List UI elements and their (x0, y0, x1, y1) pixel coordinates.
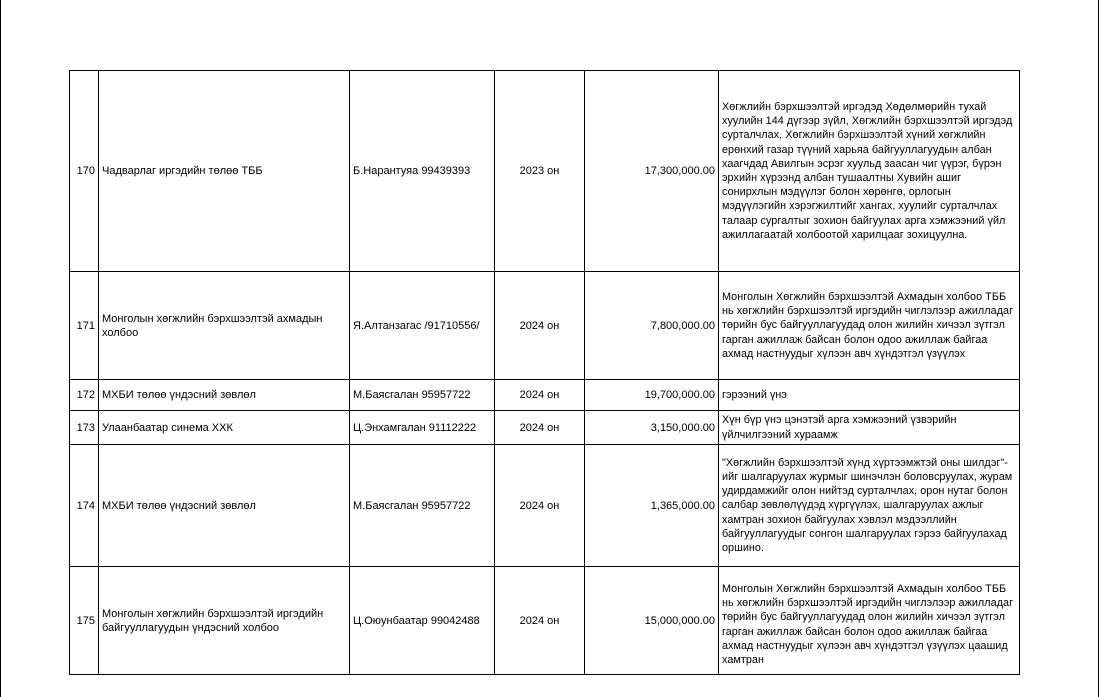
page-border-right (1098, 0, 1099, 697)
contact-person: Я.Алтанзагас /91710556/ (350, 272, 495, 380)
year: 2024 он (495, 567, 585, 675)
amount: 7,800,000.00 (585, 272, 719, 380)
year: 2024 он (495, 445, 585, 567)
year: 2024 он (495, 380, 585, 411)
organization-name: Чадварлаг иргэдийн төлөө ТББ (99, 71, 350, 272)
contact-person: Ц.Оюунбаатар 99042488 (350, 567, 495, 675)
organization-name: Улаанбаатар синема ХХК (99, 411, 350, 445)
amount: 15,000,000.00 (585, 567, 719, 675)
year: 2024 он (495, 272, 585, 380)
description: Хөгжлийн бэрхшээлтэй иргэдэд Хөдөлмөрийн тухай хуулийн 144 дүгээр зүйл, Хөгжлийн бэрхшээлтэй иргэдэд сурталчлах, Хөгжлийн бэрхшээлтэй хүний хөгжлийн ерөнхий газар түүний харьяа байгууллагуудын албан хаагчдад Авилгын эсрэг хуульд заасан чиг үүрэг, бүрэн эрхийн хүрээнд албан тушаалтны Хувийн ашиг сонирхлын мэдүүлэг болон хөрөнгө, орлогын мэдүүлэгийн хэрэгжилтийг хангах, хуулийг сурталчлах талаар сургалтыг зохион байгуулах арга хэмжээний үйл ажиллагаатай холбоотой харилцааг зохицуулна. (719, 71, 1020, 272)
amount: 19,700,000.00 (585, 380, 719, 411)
table-row (70, 380, 1020, 411)
amount: 3,150,000.00 (585, 411, 719, 445)
organization-name: Монголын хөгжлийн бэрхшээлтэй иргэдийн байгууллагуудын үндэсний холбоо (99, 567, 350, 675)
description: Монголын Хөгжлийн бэрхшээлтэй Ахмадын холбоо ТББ нь хөгжлийн бэрхшээлтэй иргэдийн чиглэлээр ажилладаг төрийн бус байгууллагуудад олон жилийн хичээл зүтгэл гарган ажиллаж байсан болон одоо ажиллаж байгаа ахмад настнуудыг хүлээн авч хүндэтгэл үзүүлэх (719, 272, 1020, 380)
table-row (70, 411, 1020, 445)
row-number: 175 (70, 567, 99, 675)
amount: 17,300,000.00 (585, 71, 719, 272)
description: Монголын Хөгжлийн бэрхшээлтэй Ахмадын холбоо ТББ нь хөгжлийн бэрхшээлтэй иргэдийн чиглэлээр ажилладаг төрийн бус байгууллагуудад олон жилийн хичээл зүтгэл гарган ажиллаж байсан болон одоо ажиллаж байгаа ахмад настнуудыг хүлээн авч хүндэтгэл үзүүлэх цаашид хамтран (719, 567, 1020, 675)
organization-name: МХБИ төлөө үндэсний зөвлөл (99, 445, 350, 567)
row-number: 174 (70, 445, 99, 567)
contact-person: Ц.Энхамгалан 91112222 (350, 411, 495, 445)
row-number: 172 (70, 380, 99, 411)
contact-person: М.Баясгалан 95957722 (350, 445, 495, 567)
contact-person: Б.Нарантуяа 99439393 (350, 71, 495, 272)
year: 2024 он (495, 411, 585, 445)
organization-name: МХБИ төлөө үндэсний зөвлөл (99, 380, 350, 411)
table-row (70, 567, 1020, 675)
page-border-left (0, 0, 1, 697)
table-row (70, 445, 1020, 567)
year: 2023 он (495, 71, 585, 272)
description: гэрээний үнэ (719, 380, 1020, 411)
organization-name: Монголын хөгжлийн бэрхшээлтэй ахмадын холбоо (99, 272, 350, 380)
records-table (69, 70, 1020, 675)
amount: 1,365,000.00 (585, 445, 719, 567)
row-number: 171 (70, 272, 99, 380)
table-row (70, 272, 1020, 380)
contact-person: М.Баясгалан 95957722 (350, 380, 495, 411)
description: "Хөгжлийн бэрхшээлтэй хүнд хүртээмжтэй оны шилдэг"-ийг шалгаруулах журмыг шинэчлэн боловсруулах, журам удирдамжийг олон нийтэд сурталчлах, орон нутаг болон салбар зөвлөлүүдэд хүргүүлэх, шалгаруулах ажлыг хамтран зохион байгуулах хэвлэл мэдээллийн байгууллагуудыг сонгон шалгаруулах гэрээ байгуулахад оршино. (719, 445, 1020, 567)
description: Хүн бүр үнэ цэнэтэй арга хэмжээний үзвэрийн үйлчилгээний хураамж (719, 411, 1020, 445)
row-number: 173 (70, 411, 99, 445)
row-number: 170 (70, 71, 99, 272)
table-row (70, 71, 1020, 272)
